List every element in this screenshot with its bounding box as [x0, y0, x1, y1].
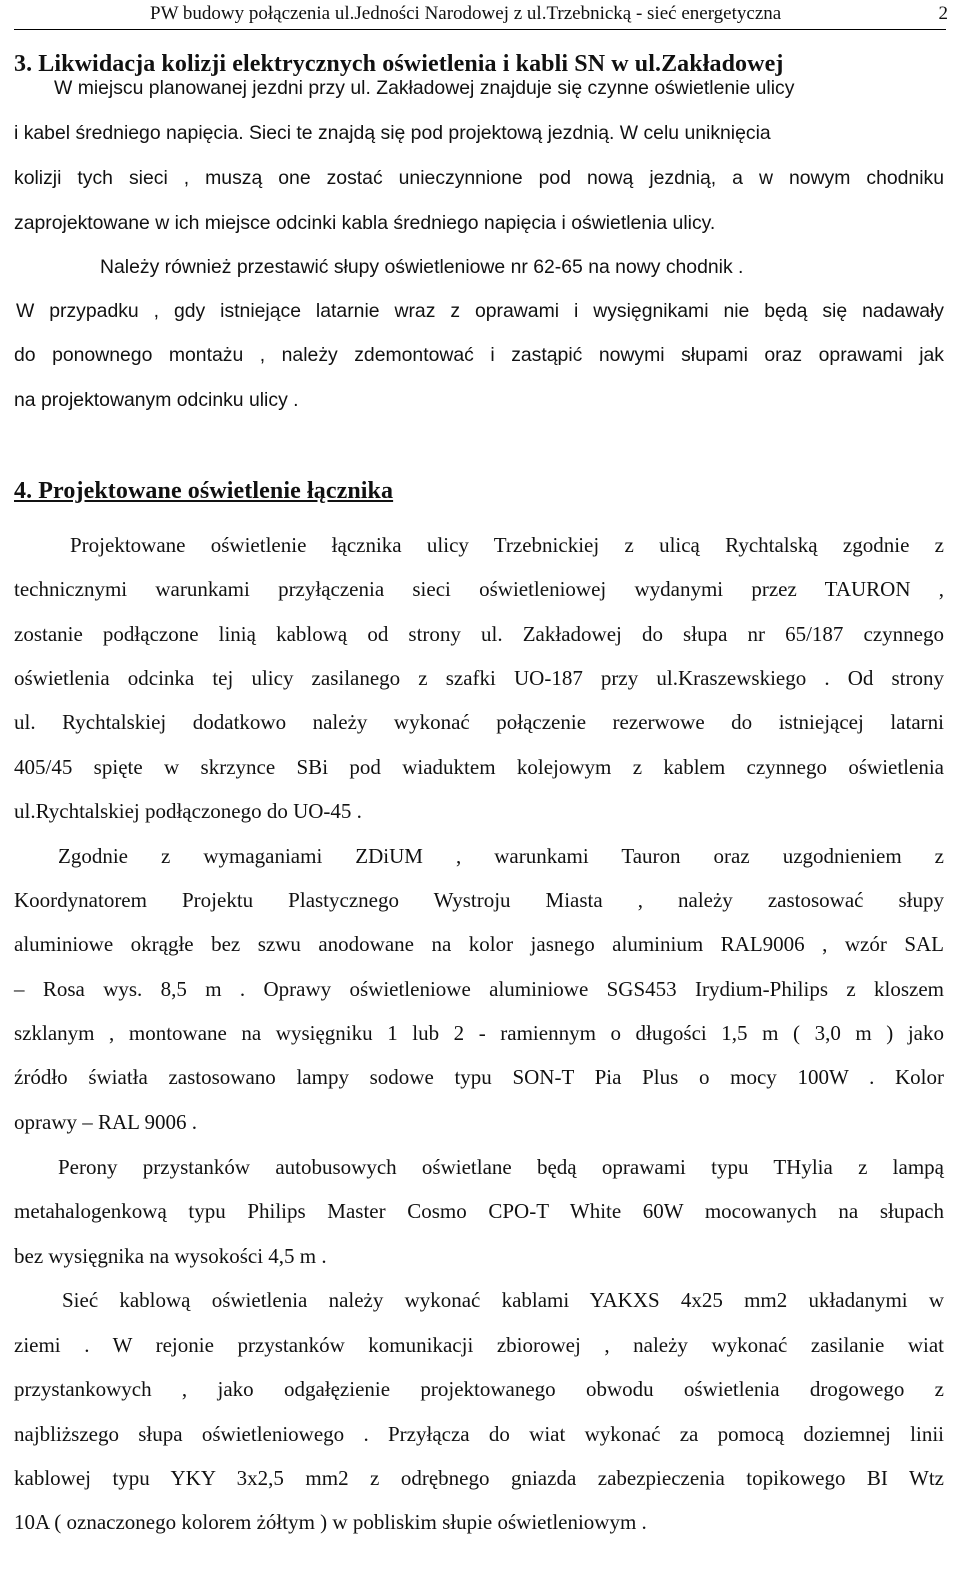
section-4-p1-line: Projektowane oświetlenie łącznika ulicy Trzebnickiej z ulicą Rychtalską zgodnie z — [70, 533, 944, 557]
section-4-p3-line: bez wysięgnika na wysokości 4,5 m . — [14, 1244, 327, 1268]
section-3-line: na projektowanym odcinku ulicy . — [14, 389, 299, 411]
header-title: PW budowy połączenia ul.Jedności Narodowej z ul.Trzebnicką - sieć energetyczna — [150, 3, 782, 24]
section-4-p2-line: oprawy – RAL 9006 . — [14, 1110, 197, 1134]
section-3-line: do ponownego montażu , należy zdemontować i zastąpić nowymi słupami oraz oprawami jak — [14, 344, 944, 366]
section-4-p1-line: oświetlenia odcinka tej ulicy zasilanego z szafki UO-187 przy ul.Kraszewskiego . Od strony — [14, 666, 944, 690]
section-4-p2-line: szklanym , montowane na wysięgniku 1 lub 2 - ramiennym o długości 1,5 m ( 3,0 m ) jako — [14, 1021, 944, 1045]
header-rule — [14, 29, 946, 30]
section-3-line: W miejscu planowanej jezdni przy ul. Zakładowej znajduje się czynne oświetlenie ulicy — [54, 77, 795, 99]
section-4-p2-line: – Rosa wys. 8,5 m . Oprawy oświetleniowe aluminiowe SGS453 Irydium-Philips z kloszem — [14, 977, 944, 1001]
section-4-p4-line: przystankowych , jako odgałęzienie projektowanego obwodu oświetlenia drogowego z — [14, 1377, 944, 1401]
section-4-p3-line: metahalogenkową typu Philips Master Cosmo CPO-T White 60W mocowanych na słupach — [14, 1199, 944, 1223]
section-3-line: Należy również przestawić słupy oświetleniowe nr 62-65 na nowy chodnik . — [100, 256, 744, 278]
page-number: 2 — [938, 3, 948, 24]
section-3-line: zaprojektowane w ich miejsce odcinki kabla średniego napięcia i oświetlenia ulicy. — [14, 212, 716, 234]
section-4-p1-line: zostanie podłączone linią kablową od strony ul. Zakładowej do słupa nr 65/187 czynnego — [14, 622, 944, 646]
section-3-line: W przypadku , gdy istniejące latarnie wraz z oprawami i wysięgnikami nie będą się nadawały — [16, 300, 944, 322]
section-3-line: i kabel średniego napięcia. Sieci te znajdą się pod projektową jezdnią. W celu uniknięcia — [14, 122, 771, 144]
section-4-p1-line: technicznymi warunkami przyłączenia sieci oświetleniowej wydanymi przez TAURON , — [14, 577, 944, 601]
section-4-p2-line: źródło światła zastosowano lampy sodowe typu SON-T Pia Plus o mocy 100W . Kolor — [14, 1065, 944, 1089]
section-4-p1-line: ul. Rychtalskiej dodatkowo należy wykonać połączenie rezerwowe do istniejącej latarni — [14, 710, 944, 734]
section-3-heading: 3. Likwidacja kolizji elektrycznych oświetlenia i kabli SN w ul.Zakładowej — [14, 51, 784, 77]
page-header — [0, 0, 960, 28]
section-4-p2-line: Koordynatorem Projektu Plastycznego Wystroju Miasta , należy zastosować słupy — [14, 888, 944, 912]
section-4-heading: 4. Projektowane oświetlenie łącznika — [14, 478, 394, 504]
section-4-p2-line: aluminiowe okrągłe bez szwu anodowane na kolor jasnego aluminium RAL9006 , wzór SAL — [14, 932, 944, 956]
section-4-p1-line: 405/45 spięte w skrzynce SBi pod wiaduktem kolejowym z kablem czynnego oświetlenia — [14, 755, 944, 779]
section-4-p4-line: 10A ( oznaczonego kolorem żółtym ) w pobliskim słupie oświetleniowym . — [14, 1510, 647, 1534]
section-4-p3-line: Perony przystanków autobusowych oświetlane będą oprawami typu THylia z lampą — [58, 1155, 944, 1179]
section-4-p4-line: kablowej typu YKY 3x2,5 mm2 z odrębnego gniazda zabezpieczenia topikowego BI Wtz — [14, 1466, 944, 1490]
section-4-p4-line: najbliższego słupa oświetleniowego . Przyłącza do wiat wykonać za pomocą doziemnej linii — [14, 1422, 944, 1446]
section-4-p2-line: Zgodnie z wymaganiami ZDiUM , warunkami Tauron oraz uzgodnieniem z — [58, 844, 944, 868]
section-4-p4-line: ziemi . W rejonie przystanków komunikacji zbiorowej , należy wykonać zasilanie wiat — [14, 1333, 944, 1357]
section-4-p1-line: ul.Rychtalskiej podłączonego do UO-45 . — [14, 799, 362, 823]
section-4-p4-line: Sieć kablową oświetlenia należy wykonać kablami YAKXS 4x25 mm2 układanymi w — [62, 1288, 944, 1312]
section-3-line: kolizji tych sieci , muszą one zostać unieczynnione pod nową jezdnią, a w nowym chodniku — [14, 167, 944, 189]
